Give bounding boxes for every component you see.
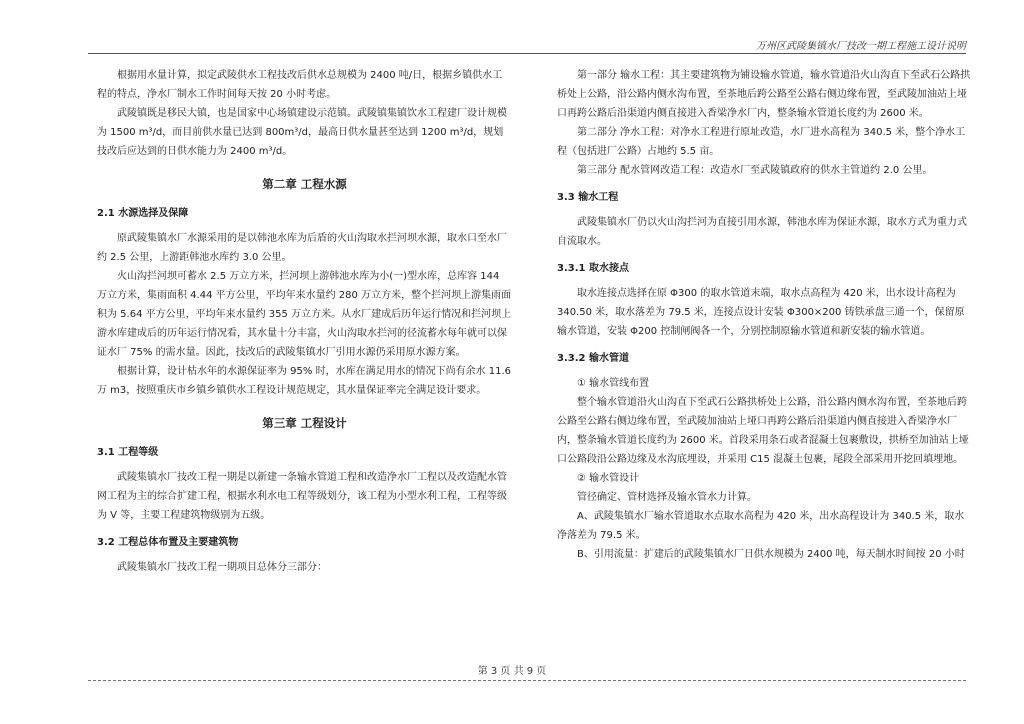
paragraph: 火山沟拦河坝可蓄水 2.5 万立方米，拦河坝上游韩池水库为小(一)型水库，总库容 144 万立方米，集雨面积 4.44 平方公里，平均年来水量约 280 万立方米，整个拦河坝上游集雨面积为 5.64 平方公里，平均年来水量约 355 万立方米。从水厂建成后历年运行情况和拦河坝上游水库建成后的历年运行情况看，其水量十分丰富，火山沟取水拦河的径流蓄水每年就可以保证水厂 75% 的需水量。因此，技改后的武陵集镇水厂引用水源仍采用原水源方案。 — [97, 271, 512, 358]
left-column — [97, 66, 512, 577]
section-heading: 3.3.1 取水接点 — [557, 263, 629, 274]
list-item: ② 输水管设计 — [577, 473, 640, 484]
paragraph: B、引用流量：扩建后的武陵集镇水厂日供水规模为 2400 吨，每天制水时间按 20 小时 — [577, 549, 965, 560]
paragraph: 原武陵集镇水厂水源采用的是以韩池水库为后盾的火山沟取水拦河坝水源，取水口至水厂约 2.5 公里，上游距韩池水库约 3.0 公里。 — [97, 233, 507, 263]
paragraph: 取水连接点选择在原 Φ300 的取水管道末端，取水点高程为 420 米，出水设计高程为 340.50 米，取水落差为 79.5 米，连接点设计安装 Φ300×200 铸铁承盘三通一个，保留原输水管道，安装 Φ200 控制闸阀各一个，分别控制原输水管道和新安装的输水管道。 — [557, 288, 965, 337]
section-heading: 3.2 工程总体布置及主要建筑物 — [97, 537, 239, 548]
section-heading: 3.1 工程等级 — [97, 447, 159, 458]
section-heading: 3.3 输水工程 — [557, 192, 619, 203]
chapter-heading: 第二章 工程水源 — [262, 177, 347, 191]
paragraph: 武陵镇既是移民大镇，也是国家中心场镇建设示范镇。武陵镇集镇饮水工程建厂设计规模为 1500 m³/d，而目前供水量已达到 800m³/d，最高日供水量甚至达到 1200 m³/d，规划技改后应达到的日供水能力为 2400 m³/d。 — [97, 108, 507, 157]
paragraph: 武陵集镇水厂技改工程一期项目总体分三部分： — [117, 562, 327, 573]
paragraph: 整个输水管道沿火山沟直下至武石公路拱桥处上公路，沿公路内侧水沟布置，至茶地后跨公路至公路右侧边缘布置，至武陵加油站上垭口再跨公路后沿渠道内侧直接进入香梁净水厂内，整条输水管道长度约为 2600 米。首段采用条石或者混凝土包裹敷设，拱桥至加油站上垭口公路段沿公路边缘及水沟底埋设，并采用 C15 混凝土包裹，尾段全部采用开挖回填埋地。 — [557, 397, 969, 465]
list-item: ① 输水管线布置 — [577, 378, 650, 389]
paragraph: 第三部分 配水管网改造工程：改造水厂至武陵镇政府的供水主管道约 2.0 公里。 — [577, 165, 933, 176]
chapter-heading: 第三章 工程设计 — [262, 416, 347, 430]
document-header-title: 万州区武陵集镇水厂技改一期工程施工设计说明 — [756, 41, 966, 52]
paragraph: 武陵集镇水厂仍以火山沟拦河为直接引用水源，韩池水库为保证水源，取水方式为重力式自流取水。 — [557, 217, 967, 247]
footer-divider — [88, 680, 966, 681]
paragraph: 根据用水量计算，拟定武陵供水工程技改后供水总规模为 2400 吨/日，根据乡镇供水工程的特点，净水厂制水工作时间每天按 20 小时考虑。 — [97, 70, 503, 100]
paragraph: 武陵集镇水厂技改工程一期是以新建一条输水管道工程和改造净水厂工程以及改造配水管网工程为主的综合扩建工程，根据水利水电工程等级划分，该工程为小型水利工程，工程等级为 V 等，主要工程建筑物级别为五级。 — [97, 472, 507, 521]
paragraph: 第二部分 净水工程：对净水工程进行原址改造，水厂进水高程为 340.5 米，整个净水工程（包括进厂公路）占地约 5.5 亩。 — [557, 127, 966, 157]
paragraph: A、武陵集镇水厂输水管道取水点取水高程为 420 米，出水高程设计为 340.5 米，取水净落差为 79.5 米。 — [557, 511, 965, 541]
paragraph: 管径确定、管材选择及输水管水力计算。 — [577, 492, 757, 503]
section-heading: 2.1 水源选择及保障 — [97, 208, 189, 219]
header-divider — [88, 53, 966, 54]
paragraph: 第一部分 输水工程：其主要建筑物为铺设输水管道，输水管道沿火山沟直下至武石公路拱桥处上公路，沿公路内侧水沟布置，至茶地后跨公路至公路右侧边缘布置，至武陵加油站上垭口再跨公路后沿渠道内侧直接进入香梁净水厂内，整条输水管道长度约为 2600 米。 — [557, 70, 971, 119]
paragraph: 根据计算，设计枯水年的水源保证率为 95% 时，水库在满足用水的情况下尚有余水 11.6 万 m3，按照重庆市乡镇乡镇供水工程设计规范规定，其水量保证率完全满足设计要求。 — [97, 366, 512, 396]
page-number: 第 3 页 共 9 页 — [477, 666, 547, 677]
right-column — [557, 66, 972, 564]
section-heading: 3.3.2 输水管道 — [557, 353, 629, 364]
